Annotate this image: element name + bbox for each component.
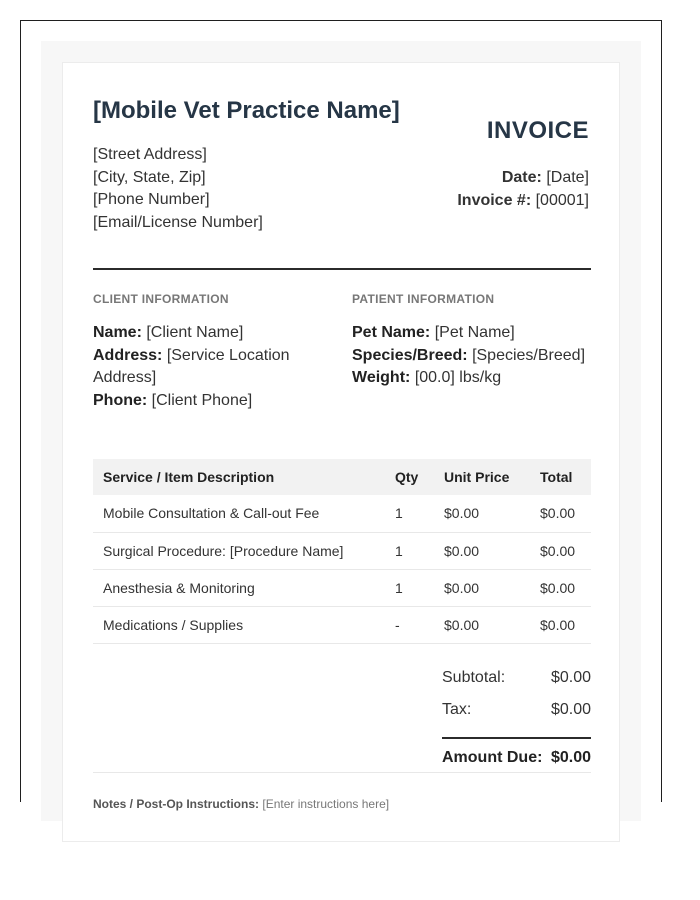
totals-block bbox=[442, 662, 591, 774]
item-qty: - bbox=[385, 606, 434, 643]
item-qty: 1 bbox=[385, 569, 434, 606]
amount-due-divider bbox=[442, 737, 591, 739]
patient-info bbox=[352, 322, 597, 390]
weight-value: [00.0] lbs/kg bbox=[414, 369, 502, 386]
item-qty: 1 bbox=[385, 495, 434, 532]
amount-due-value: $0.00 bbox=[550, 749, 591, 766]
date-value: [Date] bbox=[546, 169, 589, 186]
item-unit-price: $0.00 bbox=[434, 495, 530, 532]
item-description: Surgical Procedure: [Procedure Name] bbox=[93, 532, 385, 569]
species-breed-value: [Species/Breed] bbox=[472, 346, 586, 364]
phone-number: [Phone Number] bbox=[93, 191, 210, 208]
item-qty: 1 bbox=[385, 532, 434, 569]
invoice-number bbox=[457, 189, 589, 212]
client-phone-value: [Client Phone] bbox=[151, 391, 253, 409]
header-qty: Qty bbox=[385, 459, 434, 495]
client-name-label: Name: bbox=[93, 324, 142, 341]
client-name-value: [Client Name] bbox=[146, 324, 244, 341]
client-info bbox=[93, 322, 323, 412]
item-description: Mobile Consultation & Call-out Fee bbox=[93, 495, 385, 532]
item-unit-price: $0.00 bbox=[434, 606, 530, 643]
invoice-number-label: Invoice #: bbox=[457, 192, 532, 209]
tax-label: Tax: bbox=[442, 701, 472, 718]
notes-divider bbox=[93, 772, 591, 773]
invoice-page bbox=[62, 62, 620, 842]
client-address-label: Address: bbox=[93, 346, 163, 364]
item-total: $0.00 bbox=[530, 495, 591, 532]
table-row bbox=[93, 532, 591, 569]
notes bbox=[93, 797, 389, 811]
document-viewport[interactable] bbox=[41, 41, 641, 821]
client-name bbox=[93, 322, 323, 345]
street-address: [Street Address] bbox=[93, 146, 207, 163]
invoice-title: INVOICE bbox=[486, 117, 589, 144]
table-row bbox=[93, 606, 591, 643]
item-description: Anesthesia & Monitoring bbox=[93, 569, 385, 606]
header-unit-price: Unit Price bbox=[434, 459, 530, 495]
tax-row bbox=[442, 694, 591, 726]
invoice-date bbox=[457, 166, 589, 189]
browser-frame bbox=[20, 20, 662, 811]
table-header-row bbox=[93, 459, 591, 495]
invoice-number-value: [00001] bbox=[535, 192, 589, 209]
tax-value: $0.00 bbox=[550, 701, 591, 718]
item-total: $0.00 bbox=[530, 532, 591, 569]
invoice-meta bbox=[457, 166, 589, 212]
client-address bbox=[93, 345, 323, 390]
header-description: Service / Item Description bbox=[93, 459, 385, 495]
client-section-title: CLIENT INFORMATION bbox=[93, 292, 229, 306]
pet-weight bbox=[352, 367, 597, 390]
pet-name bbox=[352, 322, 597, 345]
subtotal-row bbox=[442, 662, 591, 694]
item-total: $0.00 bbox=[530, 569, 591, 606]
table-row bbox=[93, 569, 591, 606]
item-total: $0.00 bbox=[530, 606, 591, 643]
client-address-value: [Service Location Address] bbox=[93, 346, 290, 386]
subtotal-label: Subtotal: bbox=[442, 669, 506, 686]
item-unit-price: $0.00 bbox=[434, 532, 530, 569]
notes-label: Notes / Post-Op Instructions: bbox=[93, 797, 260, 811]
pet-name-label: Pet Name: bbox=[352, 324, 431, 341]
table-row bbox=[93, 495, 591, 532]
amount-due-row bbox=[442, 742, 591, 774]
header-total: Total bbox=[530, 459, 591, 495]
date-label: Date: bbox=[501, 169, 542, 186]
species-breed-label: Species/Breed: bbox=[352, 346, 468, 364]
practice-address bbox=[93, 144, 263, 234]
email-license: [Email/License Number] bbox=[93, 213, 263, 231]
city-state-zip: [City, State, Zip] bbox=[93, 168, 206, 186]
amount-due-label: Amount Due: bbox=[442, 749, 543, 766]
header-divider bbox=[93, 268, 591, 270]
practice-name: [Mobile Vet Practice Name] bbox=[93, 97, 400, 124]
subtotal-value: $0.00 bbox=[550, 669, 591, 686]
item-unit-price: $0.00 bbox=[434, 569, 530, 606]
patient-section-title: PATIENT INFORMATION bbox=[352, 292, 495, 306]
pet-name-value: [Pet Name] bbox=[434, 324, 515, 341]
item-description: Medications / Supplies bbox=[93, 606, 385, 643]
notes-value: [Enter instructions here] bbox=[262, 797, 390, 811]
client-phone bbox=[93, 390, 323, 413]
species-breed bbox=[352, 345, 597, 368]
line-items-table bbox=[93, 459, 591, 644]
weight-label: Weight: bbox=[352, 369, 411, 386]
client-phone-label: Phone: bbox=[93, 391, 148, 409]
